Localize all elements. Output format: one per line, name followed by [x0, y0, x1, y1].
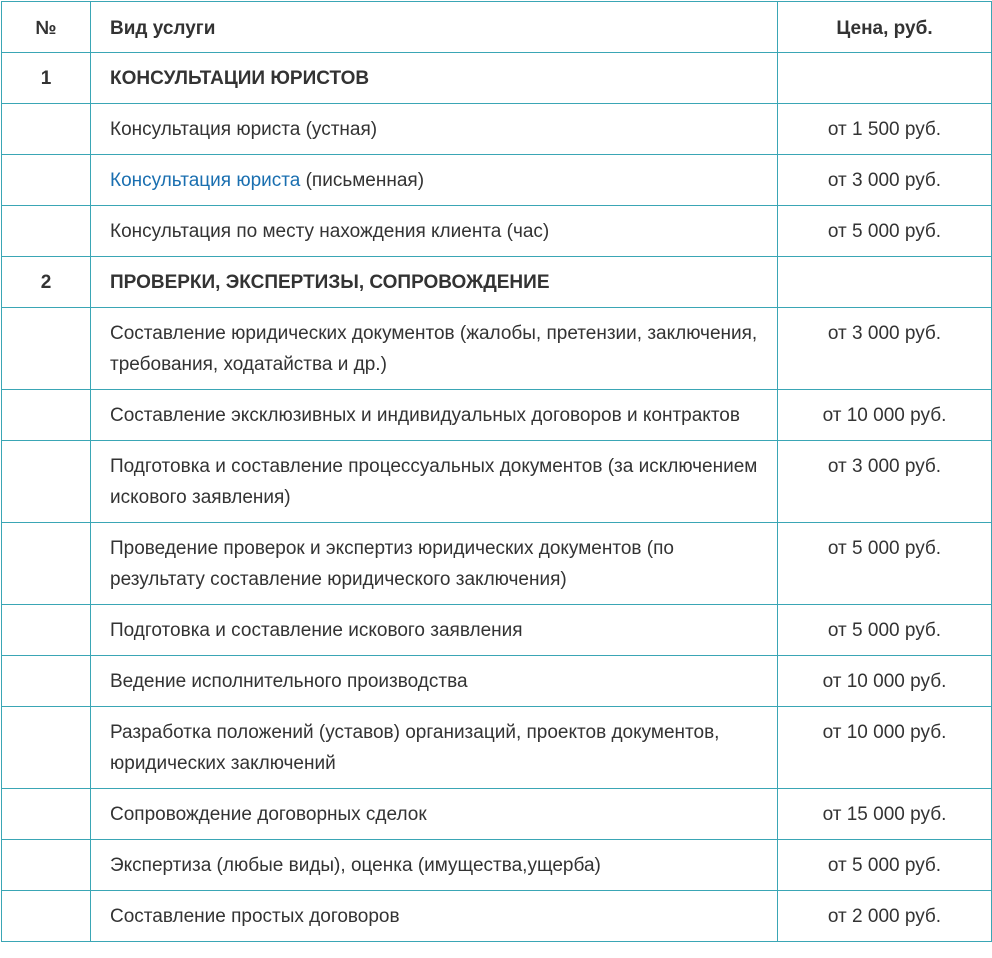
- table-row: [2, 523, 992, 605]
- service-name: Составление юридических документов (жалобы, претензии, заключения, требования, ходатайства и др.): [91, 308, 778, 390]
- table-row: [2, 891, 992, 942]
- service-name: Сопровождение договорных сделок: [91, 789, 778, 840]
- service-price: от 15 000 руб.: [778, 789, 992, 840]
- table-row: [2, 605, 992, 656]
- section-num: 1: [2, 53, 91, 104]
- row-num-empty: [2, 206, 91, 257]
- table-row: [2, 155, 992, 206]
- table-row: [2, 707, 992, 789]
- service-name: Консультация по месту нахождения клиента (час): [91, 206, 778, 257]
- service-name: Составление простых договоров: [91, 891, 778, 942]
- table-row: [2, 789, 992, 840]
- row-num-empty: [2, 155, 91, 206]
- service-name: [91, 155, 778, 206]
- row-num-empty: [2, 104, 91, 155]
- price-table: [1, 1, 992, 942]
- section-price-empty: [778, 257, 992, 308]
- service-price: от 5 000 руб.: [778, 840, 992, 891]
- service-price: от 10 000 руб.: [778, 656, 992, 707]
- service-name-rest: (письменная): [300, 170, 425, 191]
- row-num-empty: [2, 707, 91, 789]
- row-num-empty: [2, 840, 91, 891]
- service-price: от 10 000 руб.: [778, 707, 992, 789]
- service-price: от 5 000 руб.: [778, 206, 992, 257]
- row-num-empty: [2, 605, 91, 656]
- service-name: Разработка положений (уставов) организаций, проектов документов, юридических заключений: [91, 707, 778, 789]
- service-price: от 1 500 руб.: [778, 104, 992, 155]
- service-name: Ведение исполнительного производства: [91, 656, 778, 707]
- table-row: [2, 840, 992, 891]
- service-price: от 3 000 руб.: [778, 308, 992, 390]
- row-num-empty: [2, 891, 91, 942]
- table-row: [2, 441, 992, 523]
- service-price: от 5 000 руб.: [778, 605, 992, 656]
- section-title: ПРОВЕРКИ, ЭКСПЕРТИЗЫ, СОПРОВОЖДЕНИЕ: [91, 257, 778, 308]
- table-row: [2, 656, 992, 707]
- table-row: [2, 308, 992, 390]
- section-title: КОНСУЛЬТАЦИИ ЮРИСТОВ: [91, 53, 778, 104]
- service-name: Консультация юриста (устная): [91, 104, 778, 155]
- section-num: 2: [2, 257, 91, 308]
- row-num-empty: [2, 656, 91, 707]
- service-name: Подготовка и составление процессуальных документов (за исключением искового заявления): [91, 441, 778, 523]
- service-name: Подготовка и составление искового заявления: [91, 605, 778, 656]
- service-price: от 3 000 руб.: [778, 441, 992, 523]
- service-price: от 5 000 руб.: [778, 523, 992, 605]
- section-price-empty: [778, 53, 992, 104]
- header-service: Вид услуги: [91, 2, 778, 53]
- service-name: Составление эксклюзивных и индивидуальных договоров и контрактов: [91, 390, 778, 441]
- table-row: [2, 206, 992, 257]
- service-name: Проведение проверок и экспертиз юридических документов (по результату составление юридического заключения): [91, 523, 778, 605]
- header-num: №: [2, 2, 91, 53]
- row-num-empty: [2, 390, 91, 441]
- service-price: от 2 000 руб.: [778, 891, 992, 942]
- row-num-empty: [2, 308, 91, 390]
- table-row: [2, 104, 992, 155]
- header-price: Цена, руб.: [778, 2, 992, 53]
- table-header-row: [2, 2, 992, 53]
- row-num-empty: [2, 441, 91, 523]
- table-row: [2, 390, 992, 441]
- row-num-empty: [2, 523, 91, 605]
- row-num-empty: [2, 789, 91, 840]
- section-row: [2, 53, 992, 104]
- section-row: [2, 257, 992, 308]
- service-name: Экспертиза (любые виды), оценка (имущества,ущерба): [91, 840, 778, 891]
- service-link[interactable]: Консультация юриста: [110, 170, 301, 191]
- service-price: от 3 000 руб.: [778, 155, 992, 206]
- service-price: от 10 000 руб.: [778, 390, 992, 441]
